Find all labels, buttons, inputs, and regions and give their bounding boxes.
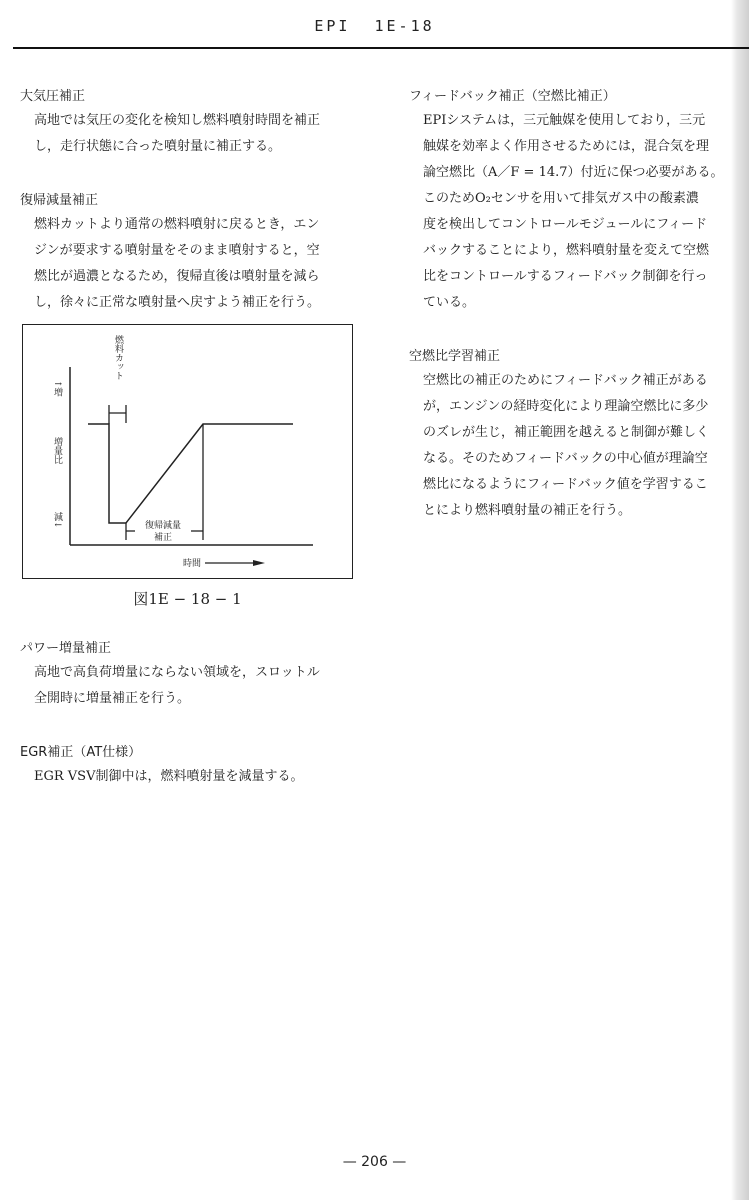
text-line: ジンが要求する噴射量をそのまま噴射すると，空 (34, 243, 320, 258)
right-column (409, 86, 749, 524)
section-body (423, 368, 749, 524)
section-title: 大気圧補正 (20, 89, 86, 104)
text-line: 論空燃比（A／F = 14.7）付近に保つ必要がある。 (423, 165, 724, 180)
text-line: 燃比が過濃となるため，復帰直後は噴射量を減ら (34, 269, 320, 284)
header-rule (13, 47, 749, 49)
section-feedback-correction (409, 86, 749, 316)
recovery-label-line2: 補正 (153, 533, 173, 543)
text-line: とにより燃料噴射量の補正を行う。 (423, 503, 632, 518)
text-line: 燃比になるようにフィードバック値を学習するこ (423, 477, 708, 492)
text-line: 比をコントロールするフィードバック制御を行っ (423, 269, 708, 284)
figure-recovery-reduction-diagram (22, 324, 353, 579)
text-line: 空燃比の補正のためにフィードバック補正がある (423, 373, 708, 388)
text-line: 度を検出してコントロールモジュールにフィード (423, 217, 708, 232)
page-number: — 206 — (342, 1154, 407, 1170)
section-body (34, 212, 365, 316)
text-line: 高地で高負荷増量にならない領域を，スロットル (34, 665, 320, 680)
section-egr-correction (20, 742, 365, 790)
text-line: 触媒を効率よく作用させるためには，混合気を理 (423, 139, 710, 154)
figure-diagram (23, 325, 351, 577)
section-title: 空燃比学習補正 (409, 349, 501, 364)
left-column-lower (20, 638, 365, 790)
figure-caption: 図1E − 18 − 1 (133, 590, 242, 608)
page-header-title: EPI 1E-18 (314, 17, 435, 35)
section-body (34, 660, 365, 712)
text-line: し，走行状態に合った噴射量に補正する。 (34, 139, 282, 154)
section-body (34, 764, 365, 790)
y-axis-label: 増量比 (52, 437, 62, 464)
text-line: EPIシステムは，三元触媒を使用しており，三元 (423, 113, 706, 128)
section-power-enrichment (20, 638, 365, 712)
y-axis-bottom-label: 減↓ (52, 512, 62, 529)
section-title: EGR補正（AT仕様） (20, 745, 142, 760)
text-line: し，徐々に正常な噴射量へ戻すよう補正を行う。 (34, 295, 321, 310)
section-title: 復帰減量補正 (20, 193, 99, 208)
fuel-cut-label: 燃料カット (113, 335, 123, 380)
text-line: EGR VSV制御中は，燃料噴射量を減量する。 (34, 769, 304, 784)
section-atmospheric-pressure (20, 86, 365, 160)
text-line: バックすることにより，燃料噴射量を変えて空燃 (423, 243, 710, 258)
time-arrow-head-icon (253, 560, 265, 566)
text-line: 全開時に増量補正を行う。 (34, 691, 191, 706)
text-line: このためO₂センサを用いて排気ガス中の酸素濃 (423, 191, 699, 206)
section-body (34, 108, 365, 160)
text-line: ている。 (423, 295, 476, 310)
section-recovery-reduction (20, 190, 365, 316)
text-line: 高地では気圧の変化を検知し燃料噴射時間を補正 (34, 113, 321, 128)
text-line: が，エンジンの経時変化により理論空燃比に多少 (423, 399, 709, 414)
text-line: なる。そのためフィードバックの中心値が理論空 (423, 451, 708, 466)
injection-ratio-curve (88, 424, 293, 523)
recovery-label-line1: 復帰減量 (144, 521, 182, 531)
section-title: フィードバック補正（空燃比補正） (409, 89, 616, 104)
section-body (423, 108, 749, 316)
section-title: パワー増量補正 (20, 641, 112, 656)
x-axis-label: 時間 (182, 559, 201, 569)
text-line: 燃料カットより通常の燃料噴射に戻るとき，エン (34, 217, 320, 232)
left-column (20, 86, 365, 316)
section-air-fuel-learning (409, 346, 749, 524)
y-axis-top-label: ↑増 (52, 380, 62, 397)
text-line: のズレが生じ，補正範囲を越えると制御が難しく (423, 425, 710, 440)
